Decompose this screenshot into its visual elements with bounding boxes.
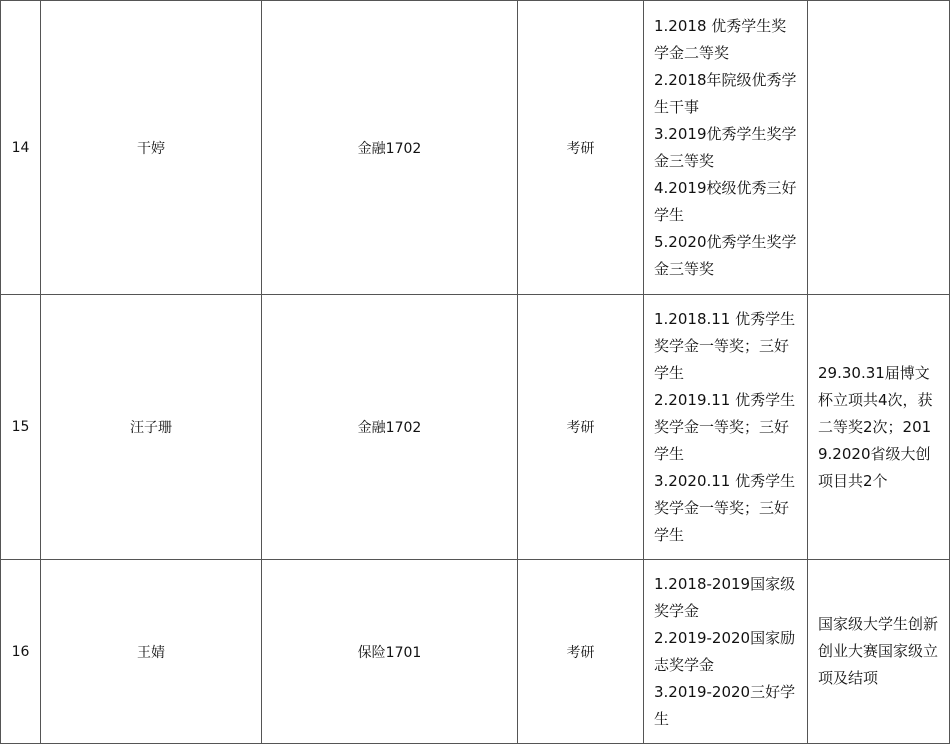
notes-cell: 29.30.31届博文杯立项共4次，获二等奖2次；2019.2020省级大创项目共2个 <box>808 295 950 560</box>
awards-cell <box>644 560 808 744</box>
table-row <box>1 560 950 744</box>
class-name: 金融1702 <box>262 1 518 295</box>
award-item: 3.2019-2020三好学生 <box>654 682 796 728</box>
awards-cell <box>644 1 808 295</box>
award-item: 5.2020优秀学生奖学金三等奖 <box>654 232 797 278</box>
destination: 考研 <box>518 295 644 560</box>
destination: 考研 <box>518 1 644 295</box>
student-name: 干婷 <box>41 1 262 295</box>
class-name: 金融1702 <box>262 295 518 560</box>
award-item: 3.2019优秀学生奖学金三等奖 <box>654 124 797 170</box>
row-number: 16 <box>1 560 41 744</box>
destination: 考研 <box>518 560 644 744</box>
award-item: 2.2018年院级优秀学生干事 <box>654 70 797 116</box>
notes-cell <box>808 1 950 295</box>
student-name: 王婧 <box>41 560 262 744</box>
award-item: 3.2020.11 优秀学生奖学金一等奖；三好学生 <box>654 471 796 544</box>
student-name: 汪子珊 <box>41 295 262 560</box>
class-name: 保险1701 <box>262 560 518 744</box>
awards-cell <box>644 295 808 560</box>
award-item: 2.2019.11 优秀学生奖学金一等奖；三好学生 <box>654 390 796 463</box>
table-row <box>1 295 950 560</box>
row-number: 14 <box>1 1 41 295</box>
table-row <box>1 1 950 295</box>
row-number: 15 <box>1 295 41 560</box>
award-item: 1.2018.11 优秀学生奖学金一等奖；三好学生 <box>654 309 796 382</box>
award-item: 1.2018 优秀学生奖学金二等奖 <box>654 16 787 62</box>
award-item: 4.2019校级优秀三好学生 <box>654 178 797 224</box>
award-item: 2.2019-2020国家励志奖学金 <box>654 628 796 674</box>
notes-cell: 国家级大学生创新创业大赛国家级立项及结项 <box>808 560 950 744</box>
award-item: 1.2018-2019国家级奖学金 <box>654 574 796 620</box>
